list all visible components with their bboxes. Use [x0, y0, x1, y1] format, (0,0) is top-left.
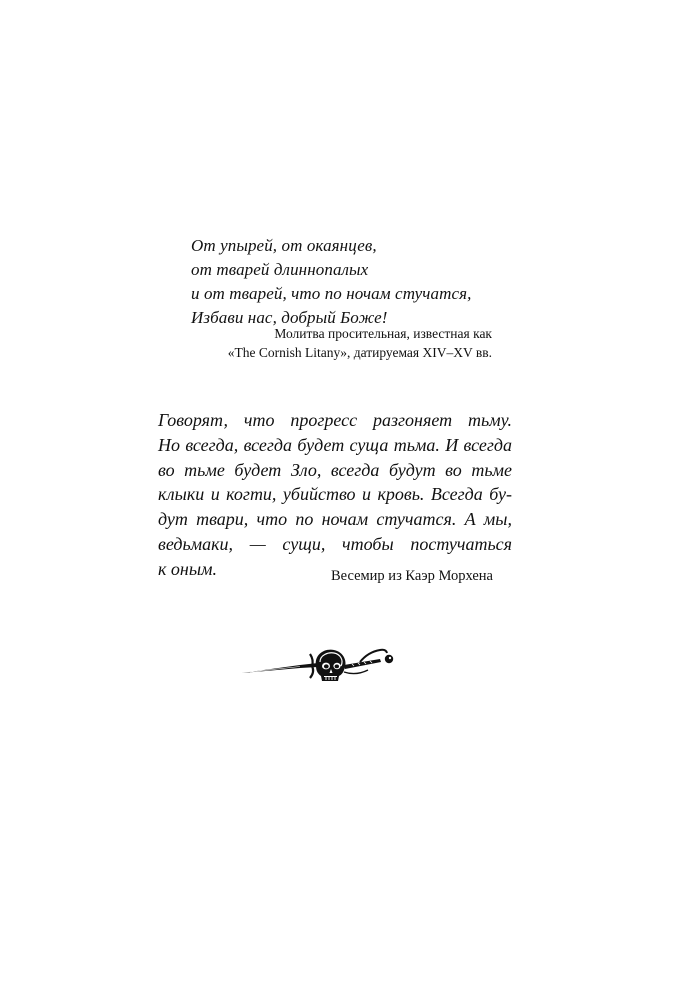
poem-line: Избави нас, добрый Боже!: [191, 308, 388, 327]
quote-line: к оным.: [158, 558, 218, 579]
quote-line: Говорят, что прогресс разгоняет тьму.: [158, 410, 512, 430]
quote-author: Весемир из Каэр Морхена: [330, 568, 493, 584]
quote-line: ведьмаки, — сущи, чтобы постучаться: [158, 533, 512, 554]
quote-line: дут твари, что по ночам стучатся. А мы,: [158, 509, 512, 530]
attribution-line: Молитва просительная, известная как: [274, 326, 492, 341]
quote-line: Но всегда, всегда будет суща тьма. И всегда: [158, 434, 512, 455]
quote-paragraph: [158, 408, 512, 582]
skull-dagger-icon: [240, 640, 410, 690]
poem-line: и от тварей, что по ночам стучатся,: [191, 284, 472, 303]
quote-line: во тьме будет Зло, всегда будут во тьме: [158, 459, 512, 480]
quote-line: клыки и когти, убийство и кровь. Всегда бу-: [158, 484, 512, 505]
poem-line: от тварей длиннопалых: [191, 260, 369, 279]
attribution-line: «The Cornish Litany», датируемая XIV–XV вв.: [227, 345, 492, 360]
poem-line: От упырей, от окаянцев,: [191, 236, 377, 255]
epigraph-attribution: [228, 324, 492, 362]
epigraph-poem: [191, 234, 521, 330]
